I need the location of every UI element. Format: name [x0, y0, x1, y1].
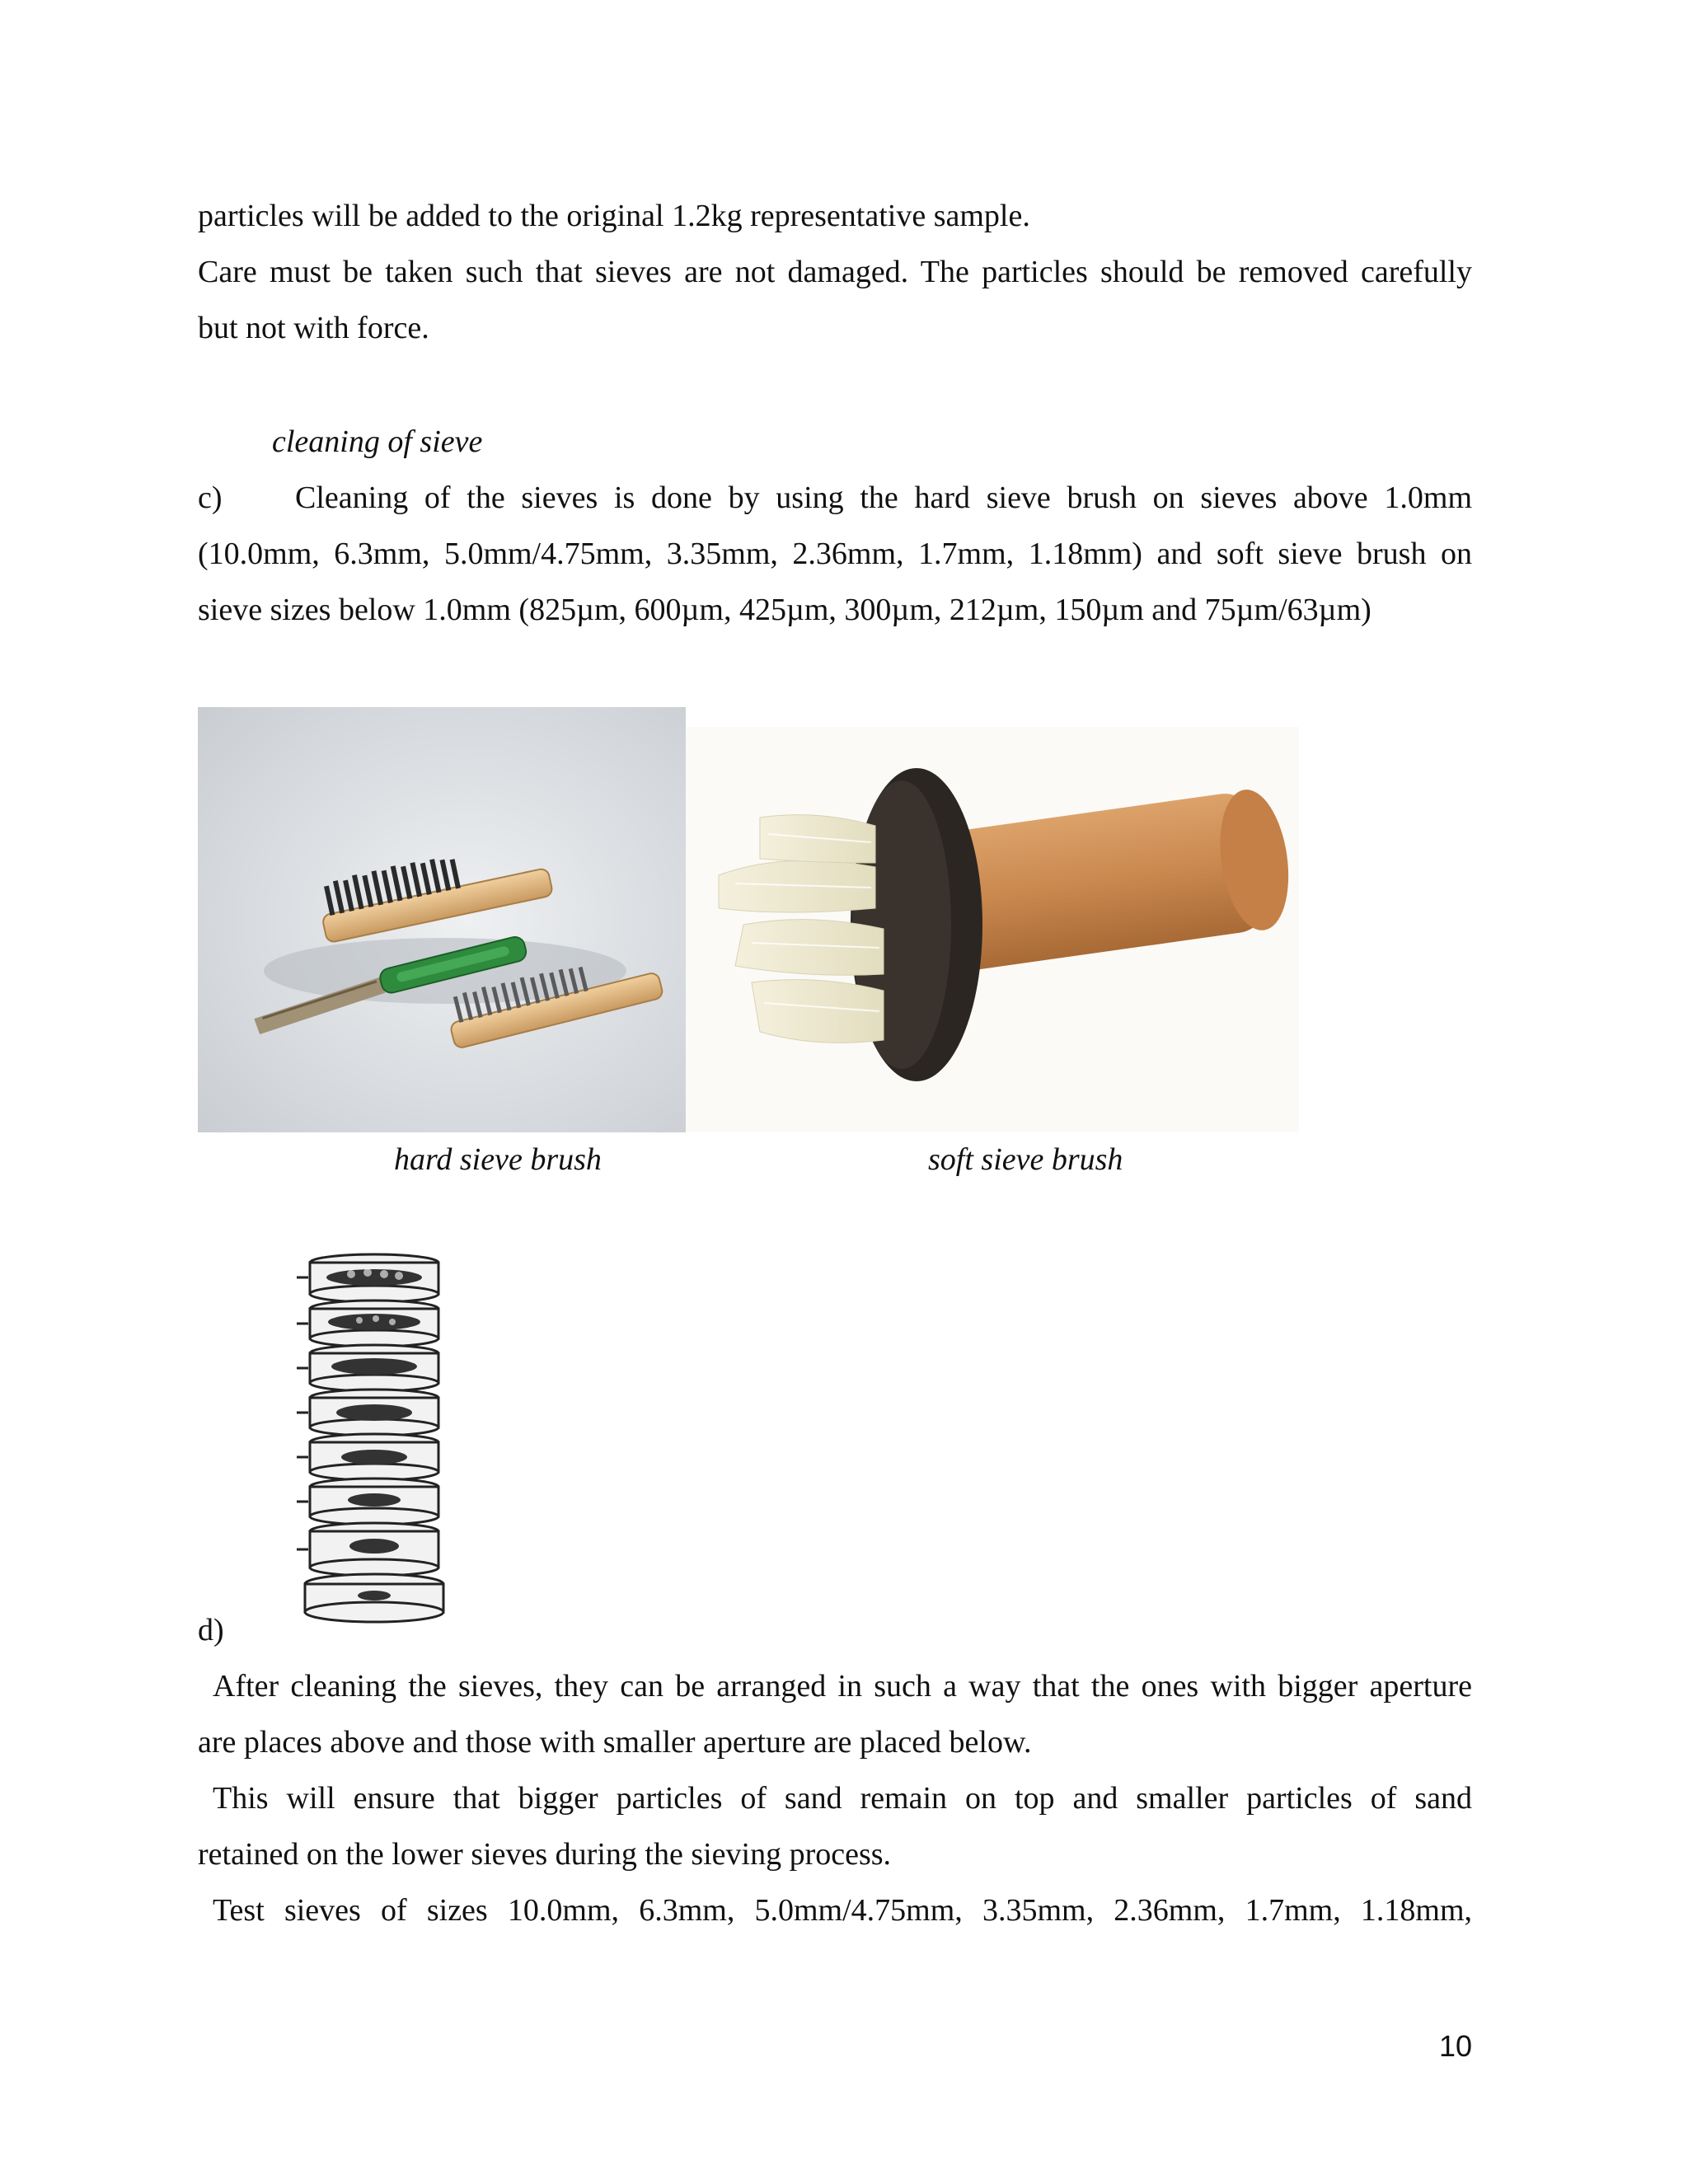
section-heading: cleaning of sieve: [272, 424, 483, 459]
soft-sieve-brush-photo: [686, 727, 1299, 1132]
list-label-d: d): [198, 1613, 224, 1647]
paragraph-line: After cleaning the sieves, they can be arranged in such a way that the ones with bigger aperture: [213, 1669, 1472, 1704]
paragraph-line: sieve sizes below 1.0mm (825µm, 600µm, 425µm, 300µm, 212µm, 150µm and 75µm/63µm): [198, 593, 1372, 627]
paragraph-line: (10.0mm, 6.3mm, 5.0mm/4.75mm, 3.35mm, 2.36mm, 1.7mm, 1.18mm) and soft sieve brush on: [198, 537, 1472, 571]
paragraph-line: retained on the lower sieves during the sieving process.: [198, 1837, 892, 1872]
paragraph-line: are places above and those with smaller aperture are placed below.: [198, 1725, 1032, 1760]
list-label-c: c): [198, 480, 223, 515]
page-number: 10: [1438, 2029, 1472, 2063]
sieve-stack-illustration: [293, 1253, 455, 1632]
caption-hard-sieve-brush: hard sieve brush: [394, 1142, 602, 1177]
paragraph-line: This will ensure that bigger particles of sand remain on top and smaller particles of sand: [213, 1781, 1472, 1816]
paragraph-line: particles will be added to the original 1.2kg representative sample.: [198, 199, 1030, 233]
paragraph-line: Test sieves of sizes 10.0mm, 6.3mm, 5.0mm/4.75mm, 3.35mm, 2.36mm, 1.7mm, 1.18mm,: [213, 1893, 1472, 1928]
hard-sieve-brush-photo: [198, 707, 686, 1132]
paragraph-line: but not with force.: [198, 311, 429, 345]
paragraph-line: Care must be taken such that sieves are not damaged. The particles should be removed carefully: [198, 255, 1472, 289]
paragraph-line: Cleaning of the sieves is done by using the hard sieve brush on sieves above 1.0mm: [295, 480, 1472, 515]
caption-soft-sieve-brush: soft sieve brush: [928, 1142, 1123, 1177]
